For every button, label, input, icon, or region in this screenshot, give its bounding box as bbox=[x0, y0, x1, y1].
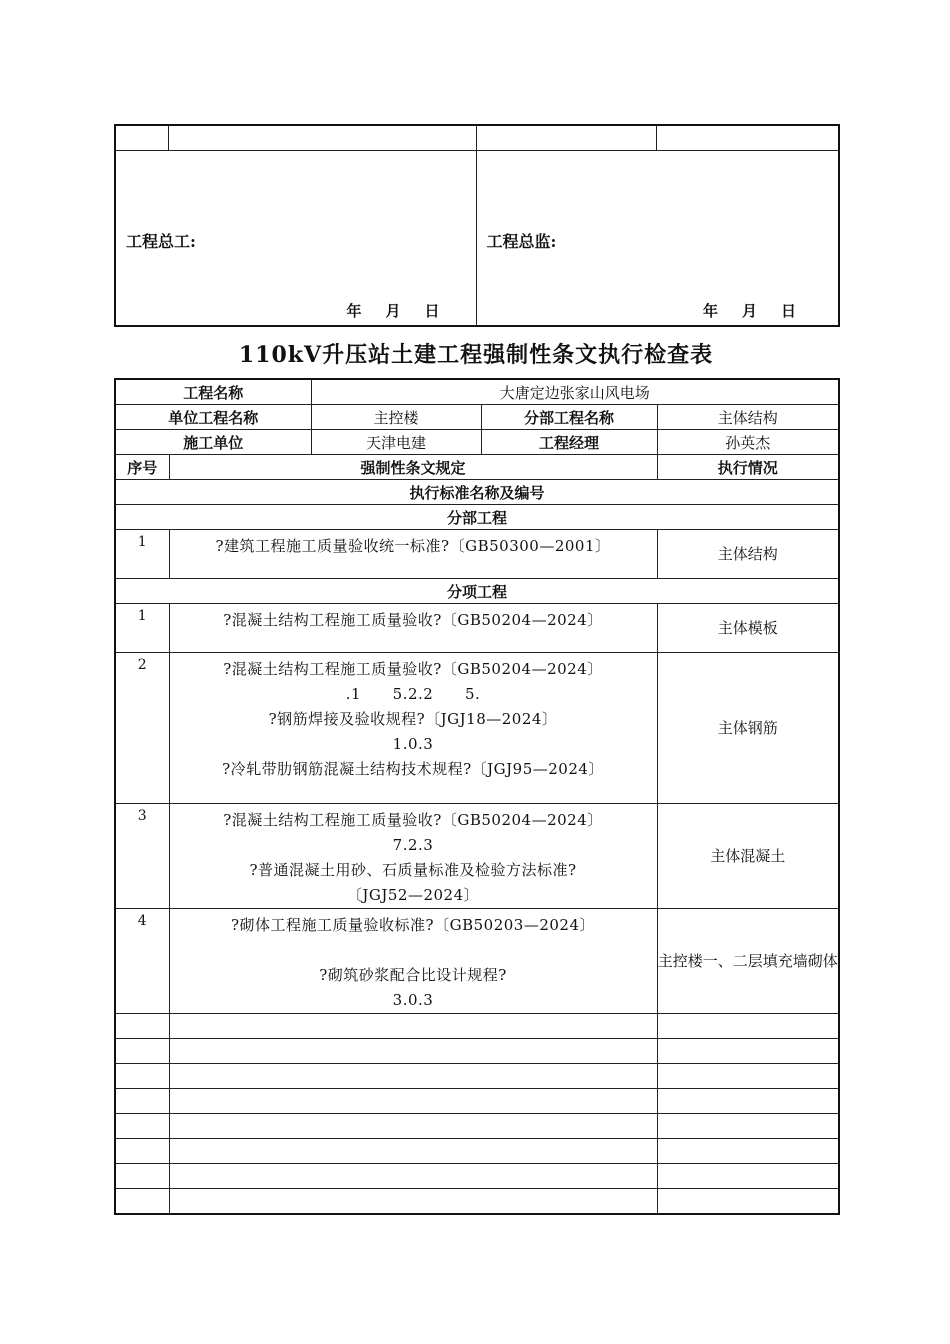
empty-cell bbox=[169, 1039, 657, 1064]
date-year: 年 bbox=[702, 302, 720, 320]
empty-cell bbox=[657, 1039, 839, 1064]
header-exec: 执行情况 bbox=[657, 455, 839, 480]
table-row bbox=[115, 804, 839, 909]
rule-line: 7.2.3 bbox=[392, 836, 434, 854]
empty-cell bbox=[476, 125, 656, 151]
rule-line: ?普通混凝土用砂、石质量标准及检验方法标准? bbox=[249, 861, 577, 879]
empty-row bbox=[115, 1139, 839, 1164]
empty-cell bbox=[169, 1064, 657, 1089]
date-month: 月 bbox=[385, 302, 403, 320]
contractor-label: 施工单位 bbox=[115, 430, 311, 455]
row-number: 2 bbox=[115, 653, 169, 804]
empty-cell bbox=[657, 1164, 839, 1189]
date-year: 年 bbox=[346, 302, 364, 320]
rule-line: ?砌体工程施工质量验收标准?〔GB50203—2024〕 bbox=[231, 916, 595, 934]
rule-line: ?混凝土结构工程施工质量验收?〔GB50204—2024〕 bbox=[223, 611, 603, 629]
page-title: 110kV升压站土建工程强制性条文执行检查表 bbox=[238, 342, 714, 368]
rule-line: ?冷轧带肋钢筋混凝土结构技术规程?〔JGJ95—2024〕 bbox=[222, 760, 604, 778]
empty-cell bbox=[657, 1139, 839, 1164]
rule-line: 1.0.3 bbox=[392, 735, 434, 753]
exec-status: 主体钢筋 bbox=[657, 653, 839, 804]
rule-cell bbox=[169, 653, 657, 804]
rule-line: ?钢筋焊接及验收规程?〔JGJ18—2024〕 bbox=[268, 710, 558, 728]
empty-cell bbox=[169, 1089, 657, 1114]
empty-row bbox=[115, 1164, 839, 1189]
empty-cell bbox=[115, 1089, 169, 1114]
project-name-label: 工程名称 bbox=[115, 379, 311, 405]
rule-line bbox=[170, 938, 657, 963]
empty-cell bbox=[169, 1164, 657, 1189]
table-row bbox=[115, 909, 839, 1014]
date-day: 日 bbox=[424, 302, 442, 320]
manager-value: 孙英杰 bbox=[657, 430, 839, 455]
date-month: 月 bbox=[741, 302, 759, 320]
signature-table bbox=[114, 124, 840, 327]
project-name-value: 大唐定边张家山风电场 bbox=[311, 379, 839, 405]
empty-cell bbox=[657, 1014, 839, 1039]
chief-engineer-date bbox=[346, 300, 441, 321]
rule-line: ?混凝土结构工程施工质量验收?〔GB50204—2024〕 bbox=[223, 811, 603, 829]
empty-cell bbox=[115, 1189, 169, 1215]
empty-cell bbox=[657, 1114, 839, 1139]
empty-row bbox=[115, 1014, 839, 1039]
table-row bbox=[115, 604, 839, 653]
rule-line: ?建筑工程施工质量验收统一标准?〔GB50300—2001〕 bbox=[215, 537, 611, 555]
division-value: 主体结构 bbox=[657, 405, 839, 430]
exec-status: 主体混凝土 bbox=[657, 804, 839, 909]
empty-cell bbox=[169, 1014, 657, 1039]
chief-engineer-label: 工程总工: bbox=[126, 232, 196, 251]
table-row bbox=[115, 530, 839, 579]
empty-row bbox=[115, 1039, 839, 1064]
empty-cell bbox=[115, 1139, 169, 1164]
empty-cell bbox=[115, 1014, 169, 1039]
project-name-row bbox=[115, 379, 839, 405]
contractor-row bbox=[115, 430, 839, 455]
signature-strip-row bbox=[115, 125, 839, 151]
empty-cell bbox=[169, 1114, 657, 1139]
rule-cell bbox=[169, 604, 657, 653]
rule-line: ?混凝土结构工程施工质量验收?〔GB50204—2024〕 bbox=[223, 660, 603, 678]
empty-cell bbox=[115, 1114, 169, 1139]
row-number: 1 bbox=[115, 604, 169, 653]
rule-line: 3.0.3 bbox=[392, 991, 434, 1009]
rule-line: 〔JGJ52—2024〕 bbox=[346, 886, 480, 904]
empty-cell bbox=[657, 1089, 839, 1114]
rule-line: .1 5.2.2 5. bbox=[345, 685, 481, 703]
empty-row bbox=[115, 1064, 839, 1089]
empty-cell bbox=[657, 1064, 839, 1089]
table-row bbox=[115, 653, 839, 804]
contractor-value: 天津电建 bbox=[311, 430, 481, 455]
exec-status: 主控楼一、二层填充墙砌体 bbox=[657, 909, 839, 1014]
column-header-row bbox=[115, 455, 839, 480]
rule-cell bbox=[169, 804, 657, 909]
empty-row bbox=[115, 1189, 839, 1215]
row-number: 4 bbox=[115, 909, 169, 1014]
division-section-title: 分部工程 bbox=[115, 505, 839, 530]
standards-header: 执行标准名称及编号 bbox=[115, 480, 839, 505]
inspection-table bbox=[114, 378, 840, 1215]
standards-header-row bbox=[115, 480, 839, 505]
empty-row bbox=[115, 1114, 839, 1139]
chief-supervisor-cell bbox=[476, 151, 839, 327]
empty-cell bbox=[169, 1139, 657, 1164]
unit-project-value: 主控楼 bbox=[311, 405, 481, 430]
empty-cell bbox=[169, 1189, 657, 1215]
exec-status: 主体模板 bbox=[657, 604, 839, 653]
date-day: 日 bbox=[780, 302, 798, 320]
division-section-row bbox=[115, 505, 839, 530]
empty-cell bbox=[115, 125, 168, 151]
header-rule: 强制性条文规定 bbox=[169, 455, 657, 480]
item-section-title: 分项工程 bbox=[115, 579, 839, 604]
empty-cell bbox=[657, 1189, 839, 1215]
exec-status: 主体结构 bbox=[657, 530, 839, 579]
signature-row bbox=[115, 151, 839, 327]
row-number: 1 bbox=[115, 530, 169, 579]
unit-project-label: 单位工程名称 bbox=[115, 405, 311, 430]
rule-line: ?砌筑砂浆配合比设计规程? bbox=[319, 966, 507, 984]
empty-cell bbox=[115, 1064, 169, 1089]
division-label: 分部工程名称 bbox=[481, 405, 657, 430]
chief-engineer-cell bbox=[115, 151, 476, 327]
empty-row bbox=[115, 1089, 839, 1114]
empty-cell bbox=[115, 1164, 169, 1189]
item-section-row bbox=[115, 579, 839, 604]
row-number: 3 bbox=[115, 804, 169, 909]
unit-project-row bbox=[115, 405, 839, 430]
empty-cell bbox=[656, 125, 839, 151]
empty-cell bbox=[168, 125, 476, 151]
header-no: 序号 bbox=[115, 455, 169, 480]
empty-cell bbox=[115, 1039, 169, 1064]
chief-supervisor-date bbox=[703, 300, 798, 321]
rule-cell bbox=[169, 530, 657, 579]
rule-cell bbox=[169, 909, 657, 1014]
chief-supervisor-label: 工程总监: bbox=[486, 232, 557, 251]
manager-label: 工程经理 bbox=[481, 430, 657, 455]
